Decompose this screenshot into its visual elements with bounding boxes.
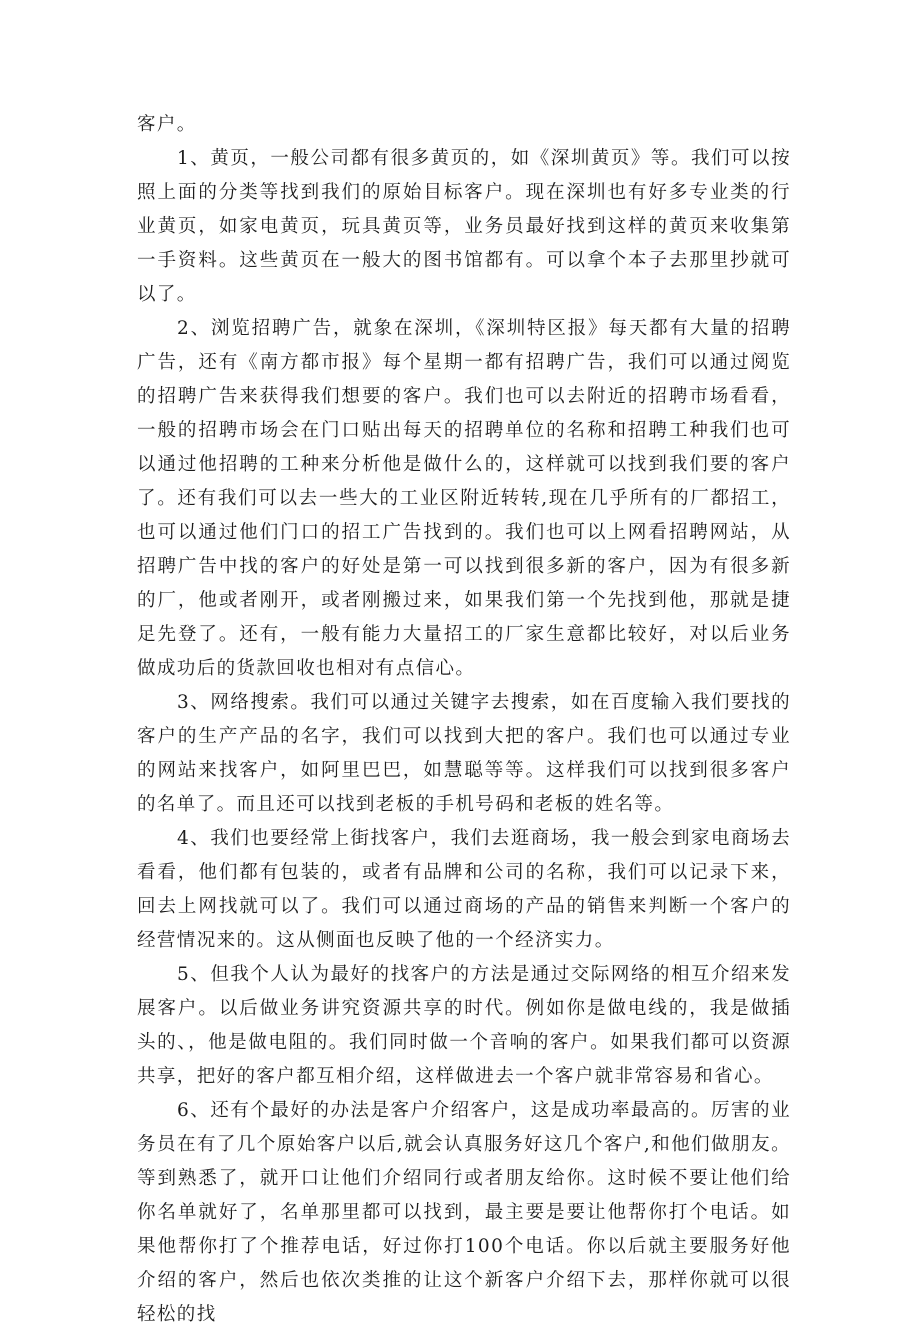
paragraph-job-ads: 2、浏览招聘广告，就象在深圳，《深圳特区报》每天都有大量的招聘广告，还有《南方都市报》每个星期一都有招聘广告，我们可以通过阅览的招聘广告来获得我们想要的客户。我们也可以去附近的招聘市场看看，一般的招聘市场会在门口贴出每天的招聘单位的名称和招聘工种我们也可以通过他招聘的工种来分析他是做什么的，这样就可以找到我们要的客户了。还有我们可以去一些大的工业区附近转转,现在几乎所有的厂都招工，也可以通过他们门口的招工广告找到的。我们也可以上网看招聘网站，从招聘广告中找的客户的好处是第一可以找到很多新的客户，因为有很多新的厂，他或者刚开，或者刚搬过来，如果我们第一个先找到他，那就是捷足先登了。还有，一般有能力大量招工的厂家生意都比较好，对以后业务做成功后的货款回收也相对有点信心。: [137, 318, 791, 679]
paragraph-social-network: 5、但我个人认为最好的找客户的方法是通过交际网络的相互介绍来发展客户。以后做业务讲究资源共享的时代。例如你是做电线的，我是做插头的、，他是做电阻的。我们同时做一个音响的客户。如果我们都可以资源共享，把好的客户都互相介绍，这样做进去一个客户就非常容易和省心。: [137, 964, 791, 1087]
paragraph-street-search: 4、我们也要经常上街找客户，我们去逛商场，我一般会到家电商场去看看，他们都有包装的，或者有品牌和公司的名称，我们可以记录下来，回去上网找就可以了。我们可以通过商场的产品的销售来判断一个客户的经营情况来的。这从侧面也反映了他的一个经济实力。: [137, 828, 791, 951]
paragraph-continuation: 客户。: [137, 114, 197, 135]
paragraph-web-search: 3、网络搜索。我们可以通过关键字去搜索，如在百度输入我们要找的客户的生产产品的名字，我们可以找到大把的客户。我们也可以通过专业的网站来找客户，如阿里巴巴，如慧聪等等。这样我们可以找到很多客户的名单了。而且还可以找到老板的手机号码和老板的姓名等。: [137, 692, 791, 815]
document-page: [137, 108, 791, 1332]
paragraph-referrals: 6、还有个最好的办法是客户介绍客户，这是成功率最高的。厉害的业务员在有了几个原始客户以后,就会认真服务好这几个客户,和他们做朋友。等到熟悉了，就开口让他们介绍同行或者朋友给你。这时候不要让他们给你名单就好了，名单那里都可以找到，最主要是要让他帮你打个电话。如果他帮你打了个推荐电话，好过你打100个电话。你以后就主要服务好他介绍的客户，然后也依次类推的让这个新客户介绍下去，那样你就可以很轻松的找: [137, 1100, 791, 1325]
paragraph-yellow-pages: 1、黄页，一般公司都有很多黄页的，如《深圳黄页》等。我们可以按照上面的分类等找到我们的原始目标客户。现在深圳也有好多专业类的行业黄页，如家电黄页，玩具黄页等，业务员最好找到这样的黄页来收集第一手资料。这些黄页在一般大的图书馆都有。可以拿个本子去那里抄就可以了。: [137, 148, 791, 305]
